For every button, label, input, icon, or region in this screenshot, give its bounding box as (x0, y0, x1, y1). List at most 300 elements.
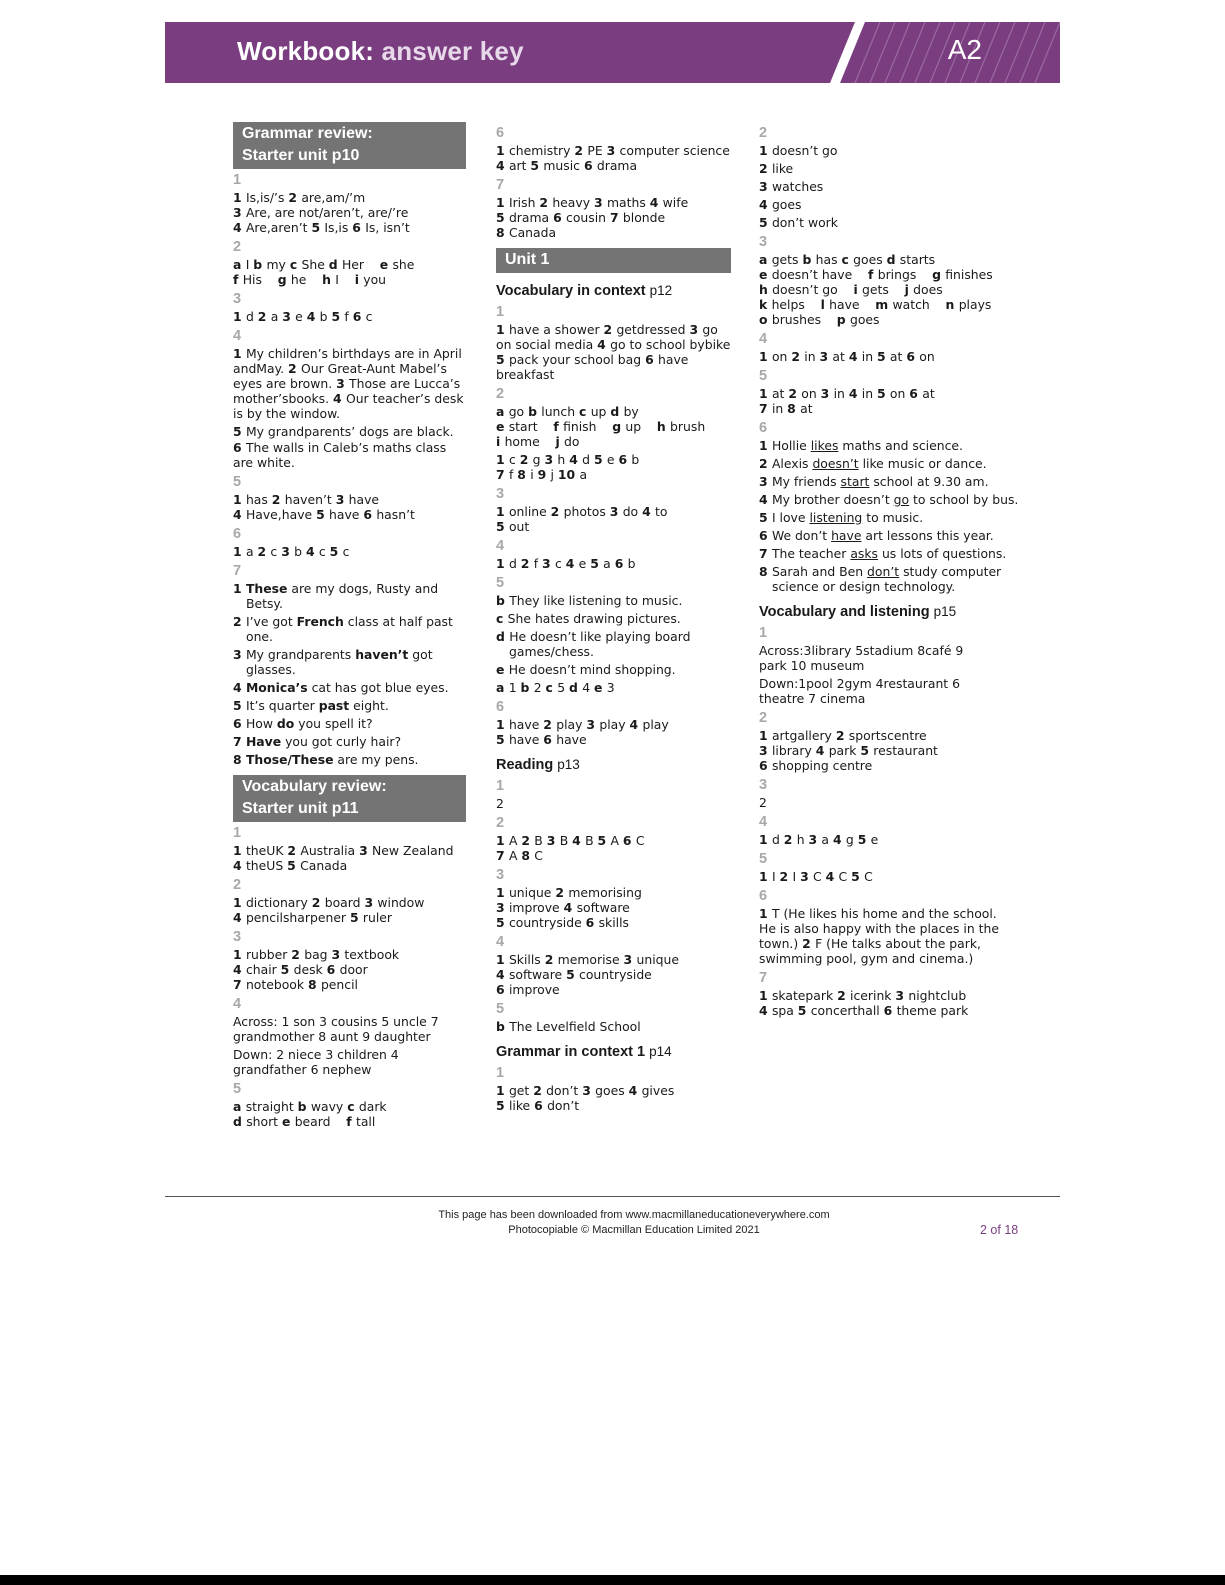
text-run: at (832, 349, 849, 364)
bold-run: 1 (496, 143, 509, 158)
bold-run: 2 (783, 832, 797, 847)
answer-line (233, 947, 466, 962)
text-run: do (622, 504, 643, 519)
bold-run: 4 (565, 556, 579, 571)
text-run: goes (771, 197, 802, 212)
bold-run: 4 (233, 220, 246, 235)
text-run: unique (508, 885, 556, 900)
exercise-number: 6 (496, 699, 505, 715)
bold-run: a (233, 1099, 246, 1114)
bold-run: 5 (593, 452, 607, 467)
text-run: like (508, 1098, 535, 1113)
text-run: Are, are not/aren’t, are/’re (245, 205, 409, 220)
answer-paragraph (233, 843, 466, 873)
text-run: have breakfast (496, 352, 689, 382)
text-run: F (He talks about the park, swimming pool, gym and cinema.) (759, 936, 981, 966)
text-run: spa (771, 1003, 798, 1018)
text-run: drama (508, 210, 554, 225)
section-header-vocab-review (233, 775, 466, 822)
answer-line (496, 952, 731, 967)
bold-run: 2 (233, 614, 246, 629)
bold-run: 5 (233, 424, 246, 439)
subsection-vocabulary-in-context (496, 282, 731, 300)
text-run: C (864, 869, 873, 884)
bold-run: 6 (553, 210, 567, 225)
answer-line (496, 225, 731, 240)
underlined-run: have (831, 528, 862, 543)
answer-line (233, 1114, 466, 1129)
text-run: My children’s birthdays are in April andMay. (233, 346, 462, 376)
text-run: goes (853, 252, 887, 267)
bold-run: 5 (496, 519, 509, 534)
text-run: Skills (508, 952, 545, 967)
bold-run: 5 (597, 833, 611, 848)
exercise-number: 3 (496, 486, 505, 502)
bold-run: 3 (233, 205, 246, 220)
text-run: C (635, 833, 645, 848)
text-run: has (245, 492, 272, 507)
column-1 (233, 122, 466, 1132)
text-run: you got curly hair? (281, 734, 402, 749)
answer-line: 2 (759, 795, 767, 810)
text-run: New Zealand (372, 843, 454, 858)
bold-run: past (318, 698, 350, 713)
bold-run: 6 (906, 349, 920, 364)
answer-block (233, 1099, 466, 1129)
text-run: 2 (533, 680, 546, 695)
answer-block (496, 504, 731, 534)
text-run: Is,is (324, 220, 353, 235)
bold-run: 2 (574, 143, 588, 158)
answer-line (759, 743, 1024, 758)
text-run: play (556, 717, 587, 732)
text-run: Australia (300, 843, 360, 858)
text-run: up (625, 419, 657, 434)
bold-run: 4 (333, 391, 346, 406)
text-run: art lessons this year. (861, 528, 994, 543)
bold-run: 2 (288, 361, 301, 376)
bold-run: 1 (496, 556, 509, 571)
bold-run: 3 (331, 947, 345, 962)
answer-item (759, 528, 1024, 543)
answer-item (759, 161, 1024, 176)
exercise-number: 1 (496, 778, 505, 794)
bold-run: e (496, 419, 509, 434)
bold-run: 1 (496, 717, 509, 732)
text-run: My grandparents’ dogs are black. (245, 424, 454, 439)
text-run: to (655, 504, 668, 519)
answer-line (496, 1098, 731, 1113)
text-run: Across: 1 son 3 cousins 5 uncle 7 grandmother 8 aunt 9 daughter (233, 1014, 439, 1044)
footer-divider (165, 1196, 1060, 1197)
bold-run: 5 (496, 732, 509, 747)
text-run: to school by bus. (909, 492, 1019, 507)
bold-run: 3 (586, 717, 600, 732)
text-run: are my dogs, Rusty and Betsy. (246, 581, 439, 611)
column-2 (496, 122, 731, 1116)
text-run: countryside (508, 915, 586, 930)
text-run: plays (958, 297, 992, 312)
bold-run: 5 (311, 220, 325, 235)
text-run: b (631, 452, 640, 467)
answer-block (233, 492, 466, 522)
bold-run: 1 (759, 906, 772, 921)
text-run: icerink (850, 988, 896, 1003)
bold-run: 7 (233, 734, 246, 749)
bold-run: 4 (233, 962, 246, 977)
text-run: gets (862, 282, 905, 297)
answer-line (233, 309, 466, 324)
text-run: a (245, 544, 258, 559)
bold-run: e (594, 680, 607, 695)
text-run: 1 (508, 680, 521, 695)
bold-run: j (904, 282, 914, 297)
bold-run: 3 (759, 743, 772, 758)
answer-item (759, 197, 1024, 212)
answer-line (496, 732, 731, 747)
text-run: A (610, 833, 623, 848)
bold-run: 4 (305, 544, 319, 559)
bold-run: 6 (543, 732, 557, 747)
text-run: c (508, 452, 520, 467)
bold-run: haven’t (355, 647, 409, 662)
text-run: software (508, 967, 567, 982)
text-run: haven’t (284, 492, 336, 507)
text-run: improve (508, 982, 560, 997)
bold-run: 7 (496, 848, 509, 863)
text-run: d (245, 309, 258, 324)
bold-run: d (328, 257, 342, 272)
answer-block (496, 1083, 731, 1113)
text-run: out (508, 519, 530, 534)
bold-run: 2 (257, 544, 271, 559)
section-header-line: Starter unit p10 (242, 147, 360, 164)
bold-run: 1 (496, 322, 509, 337)
bold-run: 2 (287, 843, 301, 858)
answer-list (233, 581, 466, 767)
text-run: Our Great-Aunt Mabel’s eyes are brown. (233, 361, 447, 391)
bold-run: Those/These (245, 752, 334, 767)
text-run: she (392, 257, 415, 272)
exercise-number: 6 (759, 420, 768, 436)
text-run: I (245, 257, 254, 272)
answer-line (233, 962, 466, 977)
answer-item (759, 215, 1024, 230)
answer-item (496, 662, 731, 677)
text-run: d (508, 556, 521, 571)
level-label: A2 (947, 34, 982, 65)
answer-item (759, 438, 1024, 453)
answer-block (233, 895, 466, 925)
bold-run: 6 (326, 962, 340, 977)
exercise-number: 2 (496, 815, 505, 831)
bold-run: c (496, 611, 508, 626)
answer-line (759, 728, 1024, 743)
text-run: online (508, 504, 551, 519)
bold-run: 7 (609, 210, 623, 225)
answer-line (496, 419, 731, 434)
text-run: photos (563, 504, 610, 519)
answer-line (496, 195, 731, 210)
text-run: B (534, 833, 547, 848)
bold-run: 4 (815, 743, 829, 758)
bold-run: i (354, 272, 364, 287)
text-run: in (804, 349, 820, 364)
answer-line (496, 848, 731, 863)
bold-run: 1 (496, 504, 509, 519)
answer-line (496, 717, 731, 732)
bold-run: 1 (233, 492, 246, 507)
bold-run: 4 (759, 197, 772, 212)
bold-run: f (346, 1114, 356, 1129)
answer-line (233, 507, 466, 522)
answer-item (233, 581, 466, 611)
bold-run: 6 (233, 440, 246, 455)
bold-run: 5 (331, 309, 345, 324)
bold-run: 5 (496, 352, 509, 367)
text-run: in (771, 401, 788, 416)
text-run: j (550, 467, 558, 482)
exercise-number: 2 (233, 877, 242, 893)
text-run: Across:3library 5stadium 8café 9 park 10 museum (759, 643, 964, 673)
bold-run: 2 (550, 504, 564, 519)
bold-run: 1 (759, 349, 772, 364)
text-run: How (245, 716, 277, 731)
bold-run: 6 (496, 982, 509, 997)
title-answer-key: answer key (381, 36, 524, 66)
text-run: d (582, 452, 594, 467)
text-run: maths and science. (838, 438, 963, 453)
text-run: a (579, 467, 588, 482)
text-run: cousin (566, 210, 610, 225)
text-run: T (He likes his home and the school. He is also happy with the places in the town.) (759, 906, 999, 951)
text-run: g (532, 452, 545, 467)
page-ref: p13 (557, 757, 580, 772)
text-run: chair (245, 962, 281, 977)
bold-run: 3 (336, 376, 350, 391)
exercise-number: 5 (233, 1081, 242, 1097)
text-run: dictionary (245, 895, 312, 910)
text-run: A (508, 848, 522, 863)
text-run: doesn’t have (771, 267, 868, 282)
text-run: The teacher (771, 546, 851, 561)
answer-line (496, 982, 731, 997)
text-run: My brother doesn’t (771, 492, 894, 507)
bold-run: c (579, 404, 591, 419)
bold-run: 3 (359, 843, 373, 858)
exercise-number: 1 (759, 625, 768, 641)
column-3 (759, 122, 1024, 1021)
text-run: Irish (508, 195, 540, 210)
bold-run: 1 (759, 143, 772, 158)
answer-paragraph (233, 346, 466, 421)
answer-block (759, 728, 1024, 773)
bold-run: Have (245, 734, 282, 749)
answer-paragraph (233, 1047, 466, 1077)
text-run: The Levelfield School (509, 1019, 641, 1034)
text-run: class at half past one. (246, 614, 453, 644)
bold-run: 4 (628, 1083, 642, 1098)
text-run: My grandparents (245, 647, 356, 662)
bold-run: 1 (233, 190, 246, 205)
bold-run: e (379, 257, 393, 272)
bold-run: 4 (848, 349, 862, 364)
bold-run: 5 (329, 544, 343, 559)
text-run: don’t (546, 1083, 583, 1098)
bold-run: m (875, 297, 893, 312)
text-run: nightclub (908, 988, 967, 1003)
bold-run: o (759, 312, 772, 327)
bold-run: 6 (363, 507, 377, 522)
text-run: Those are Lucca’s mother’sbooks. (233, 376, 461, 406)
answer-line (496, 900, 731, 915)
bold-run: c (347, 1099, 359, 1114)
text-run: go to school bybike (610, 337, 731, 352)
bold-run: 2 (311, 895, 325, 910)
answer-block (496, 404, 731, 449)
exercise-number: 3 (233, 929, 242, 945)
bold-run: p (836, 312, 850, 327)
text-run: finish (563, 419, 613, 434)
footer-copyright: Photocopiable © Macmillan Education Limited 2021 (508, 1224, 760, 1236)
answer-line: 2 (496, 796, 504, 811)
bold-run: 3 (282, 309, 296, 324)
bold-run: a (759, 252, 772, 267)
text-run: he (290, 272, 323, 287)
text-run: desk (293, 962, 327, 977)
bold-run: 4 (233, 507, 246, 522)
text-run: theme park (896, 1003, 969, 1018)
answer-line (496, 504, 731, 519)
text-run: skatepark (771, 988, 838, 1003)
exercise-number: 3 (496, 867, 505, 883)
text-run: Sarah and Ben (771, 564, 868, 579)
answer-line (233, 895, 466, 910)
underlined-run: doesn’t (812, 456, 859, 471)
answer-block (496, 195, 731, 240)
exercise-number: 4 (496, 934, 505, 950)
answer-line (759, 988, 1024, 1003)
text-run: in (833, 386, 849, 401)
text-run: computer science (619, 143, 730, 158)
bold-run: 6 (585, 915, 599, 930)
bold-run: g (277, 272, 291, 287)
text-run: 5 (557, 680, 570, 695)
answer-line (496, 210, 731, 225)
bold-run: 4 (496, 967, 509, 982)
answer-paragraph (759, 906, 999, 966)
subsection-title: Vocabulary and listening (759, 604, 930, 620)
text-run: theUK (245, 843, 288, 858)
text-run: She (301, 257, 329, 272)
bold-run: 1 (759, 386, 772, 401)
text-run: music (543, 158, 584, 173)
answer-item (759, 546, 1024, 561)
answer-paragraph (233, 1014, 466, 1044)
bold-run: 5 (759, 510, 772, 525)
answer-block (233, 190, 466, 235)
text-run: do (564, 434, 580, 449)
bold-run: French (296, 614, 344, 629)
bold-run: 1 (496, 195, 509, 210)
text-run: helps (771, 297, 821, 312)
bold-run: 8 (517, 467, 531, 482)
text-run: wavy (310, 1099, 348, 1114)
bold-run: 3 (759, 179, 772, 194)
exercise-number: 5 (496, 1001, 505, 1017)
answer-line (759, 758, 1024, 773)
text-run: B (559, 833, 573, 848)
bold-run: 1 (233, 843, 246, 858)
subsection-reading (496, 756, 731, 774)
bold-run: do (276, 716, 295, 731)
text-run: on (919, 349, 935, 364)
text-run: pack your school bag (508, 352, 646, 367)
text-run: tall (355, 1114, 376, 1129)
bold-run: 3 (544, 452, 558, 467)
bold-run: 3 (335, 492, 349, 507)
bold-run: 1 (759, 869, 772, 884)
text-run: pencil (320, 977, 358, 992)
bold-run: 6 (233, 716, 246, 731)
bold-run: h (656, 419, 671, 434)
bold-run: d (233, 1114, 247, 1129)
bold-run: a (496, 680, 509, 695)
text-run: doesn’t go (772, 282, 854, 297)
text-run: He doesn’t like playing board games/chess. (509, 629, 691, 659)
bold-run: 4 (759, 1003, 772, 1018)
answer-line (496, 467, 731, 482)
answer-item (233, 680, 466, 695)
answer-item (759, 179, 1024, 194)
subsection-grammar-in-context (496, 1043, 731, 1061)
bold-run: 4 (597, 337, 611, 352)
answer-item (496, 611, 731, 626)
bold-run: 1 (759, 988, 772, 1003)
section-header-line: Grammar review: (242, 125, 373, 142)
answer-block (496, 833, 731, 863)
answer-line (759, 386, 1024, 401)
answer-line (496, 556, 731, 571)
text-run: Are,aren’t (245, 220, 312, 235)
exercise-number: 5 (496, 575, 505, 591)
answer-line (233, 492, 466, 507)
bold-run: 1 (233, 947, 246, 962)
answer-paragraph (759, 643, 974, 673)
bold-run: b (496, 1019, 510, 1034)
exercise-number: 7 (759, 970, 768, 986)
section-header-grammar-review (233, 122, 466, 169)
bold-run: 4 (563, 900, 577, 915)
text-run: His (242, 272, 278, 287)
text-run: gets (771, 252, 803, 267)
bold-run: 1 (496, 452, 509, 467)
text-run: C (813, 869, 826, 884)
exercise-number: 1 (233, 825, 242, 841)
text-run: to music. (862, 510, 924, 525)
answer-paragraph (496, 322, 731, 382)
text-run: shopping centre (771, 758, 873, 773)
exercise-number: 7 (233, 563, 242, 579)
text-run: a (270, 309, 283, 324)
text-run: on (801, 386, 821, 401)
exercise-number: 4 (233, 328, 242, 344)
subsection-title: Reading (496, 757, 554, 773)
answer-line (496, 452, 731, 467)
bold-run: h (322, 272, 336, 287)
text-run: I’ve got (245, 614, 297, 629)
text-run: theUS (245, 858, 288, 873)
